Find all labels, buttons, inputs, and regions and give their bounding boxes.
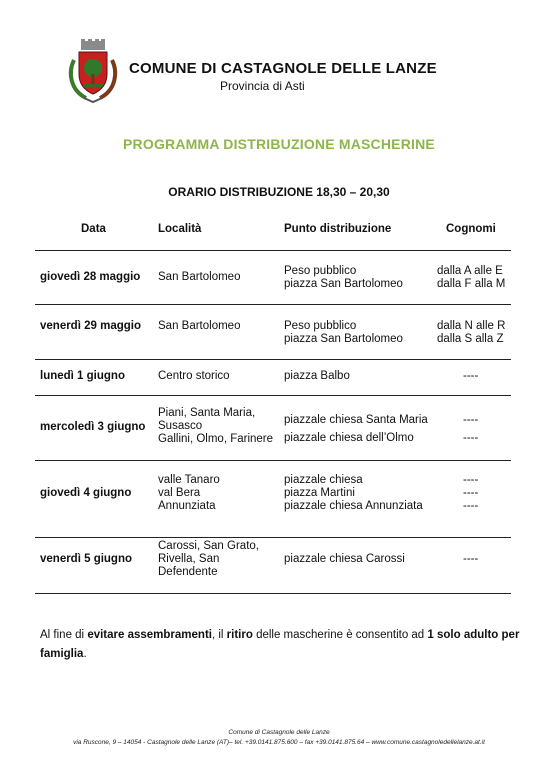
row-date: giovedì 28 maggio [40, 271, 141, 283]
row-punto: Peso pubblico piazza San Bartolomeo [284, 320, 403, 345]
distribution-table [35, 220, 511, 594]
row-cognomi: dalla A alle E dalla F alla M [437, 265, 506, 290]
row-localita: San Bartolomeo [158, 271, 241, 283]
provincia-name: Provincia di Asti [220, 79, 305, 93]
header-data: Data [81, 223, 106, 235]
table-header [35, 220, 511, 250]
row-localita: Centro storico [158, 370, 230, 382]
row-localita: San Bartolomeo [158, 320, 241, 332]
row-punto: piazzale chiesa Carossi [284, 553, 405, 565]
table-row [35, 250, 511, 304]
footer-line-2: via Ruscone, 9 – 14054 - Castagnole delle Lanze (AT)– tel. +39.0141.875.600 – fax +39.0141.875.64 – www.comune.castagnoledellelanze.at.it [73, 739, 485, 746]
row-cognomi: ---- [463, 370, 479, 382]
table-row [35, 460, 511, 537]
header-localita: Località [158, 223, 202, 235]
header-cognomi: Cognomi [446, 223, 496, 235]
header-punto: Punto distribuzione [284, 223, 392, 235]
row-localita: Carossi, San Grato, Rivella, San Defendente [158, 540, 259, 578]
comune-name: COMUNE DI CASTAGNOLE DELLE LANZE [129, 60, 437, 77]
footer-line-1: Comune di Castagnole delle Lanze [228, 729, 330, 736]
row-punto: piazzale chiesa Santa Maria piazzale chiesa dell’Olmo [284, 414, 428, 444]
table-row [35, 304, 511, 359]
table-row [35, 359, 511, 395]
schedule-subtitle: ORARIO DISTRIBUZIONE 18,30 – 20,30 [168, 185, 390, 199]
row-date: lunedì 1 giugno [40, 370, 125, 382]
row-cognomi: ---- ---- ---- [463, 474, 479, 512]
letterhead [66, 38, 526, 108]
coat-of-arms-icon [66, 38, 120, 104]
row-punto: piazzale chiesa piazza Martini piazzale chiesa Annunziata [284, 474, 423, 512]
row-date: venerdì 29 maggio [40, 320, 141, 332]
row-date: venerdì 5 giugno [40, 553, 133, 565]
document-title: PROGRAMMA DISTRIBUZIONE MASCHERINE [123, 136, 435, 152]
row-localita: valle Tanaro val Bera Annunziata [158, 474, 220, 512]
row-date: giovedì 4 giugno [40, 487, 132, 499]
row-cognomi: dalla N alle R dalla S alla Z [437, 320, 506, 345]
row-localita: Piani, Santa Maria, Susasco Gallini, Olmo, Farinere [158, 407, 274, 445]
notice-paragraph: Al fine di evitare assembramenti, il ritiro delle mascherine è consentito ad 1 solo adulto per famiglia. [40, 629, 520, 660]
row-cognomi: ---- [463, 553, 479, 565]
table-row [35, 395, 511, 460]
row-cognomi: ---- ---- [463, 414, 479, 444]
table-row [35, 537, 511, 594]
row-punto: Peso pubblico piazza San Bartolomeo [284, 265, 403, 290]
row-date: mercoledì 3 giugno [40, 421, 146, 433]
row-punto: piazza Balbo [284, 370, 350, 382]
footer [0, 728, 558, 748]
